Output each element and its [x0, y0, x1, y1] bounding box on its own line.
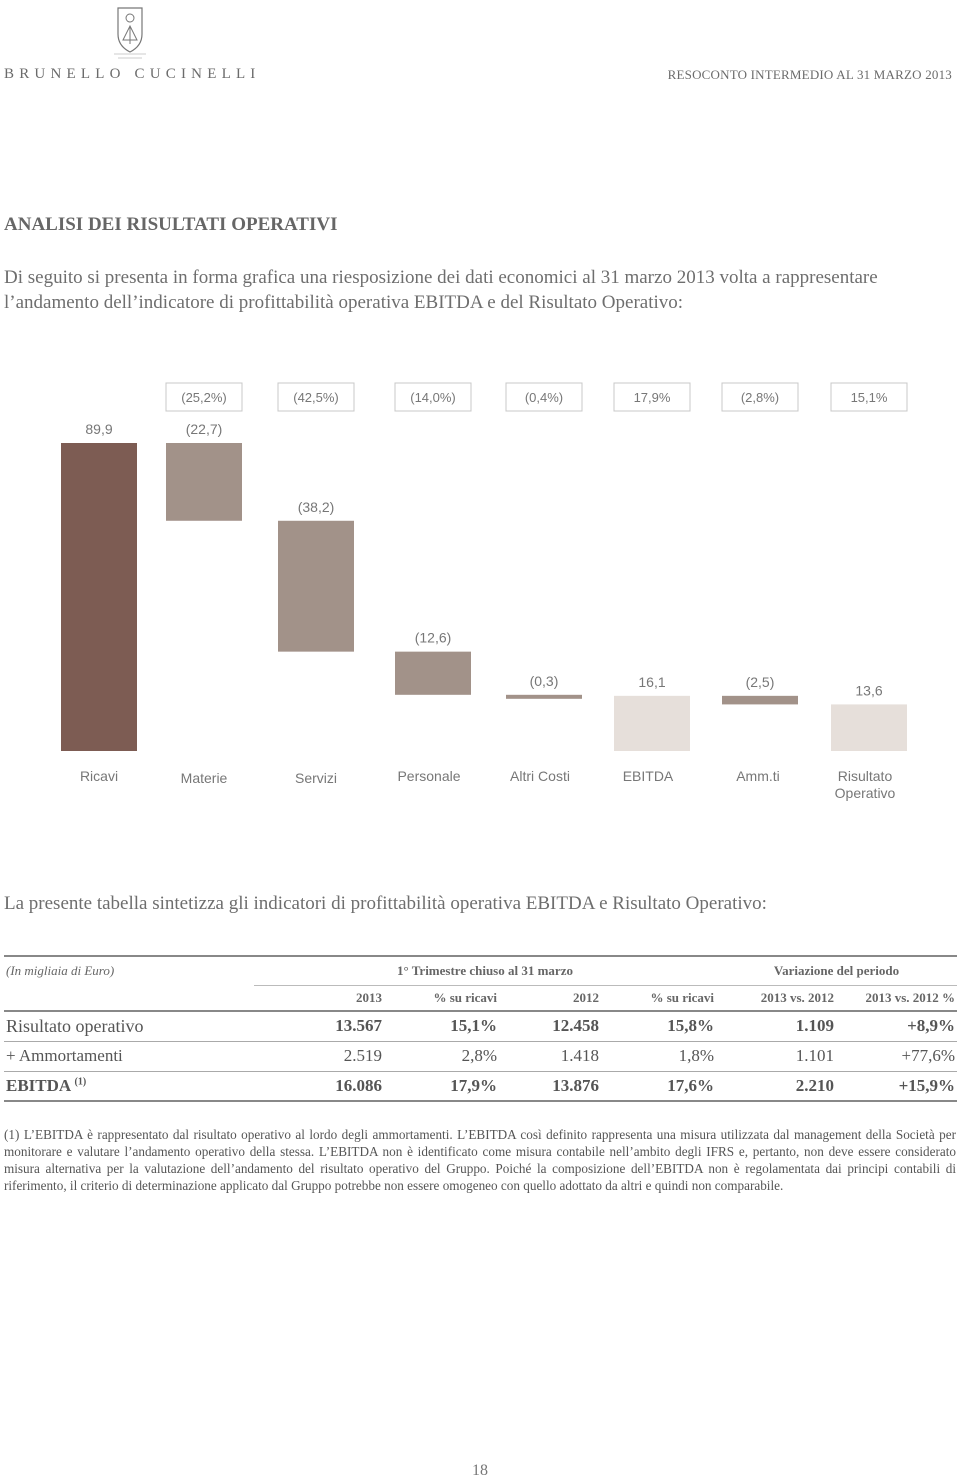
group-header-variation: Variazione del periodo [716, 956, 957, 985]
intro-paragraph: Di seguito si presenta in forma grafica una riesposizione dei dati economici al 31 marzo 2013 volta a rappresentare l’andamento dell’indicatore di profittabilità operativa EBITDA e del Risultato Operativo: [4, 267, 878, 313]
value-label: (2,5) [745, 673, 775, 690]
category-label: Amm.ti [736, 768, 780, 784]
cell: 17,6% [601, 1071, 716, 1101]
percent-label: (2,8%) [740, 390, 780, 405]
cell: +8,9% [836, 1011, 957, 1041]
cell: 1.109 [716, 1011, 836, 1041]
group-header-quarter: 1° Trimestre chiuso al 31 marzo [254, 956, 716, 985]
waterfall-chart [0, 370, 960, 820]
bar-materie [166, 443, 242, 521]
percent-label: (0,4%) [524, 390, 564, 405]
value-label: 89,9 [85, 421, 113, 437]
col-header-pct-2013: % su ricavi [384, 985, 499, 1011]
table-intro-paragraph: La presente tabella sintetizza gli indicatori di profittabilità operativa EBITDA e Risultato Operativo: [4, 893, 767, 914]
table-row [4, 1041, 957, 1071]
cell: 15,8% [601, 1011, 716, 1041]
page-number: 18 [472, 1462, 488, 1479]
category-label: Personale [397, 768, 461, 784]
bar-altri-costi [506, 695, 582, 699]
bar-ebitda [614, 696, 690, 751]
value-label: (38,2) [297, 498, 335, 515]
profitability-table [4, 955, 957, 1102]
category-label: Risultato [837, 768, 893, 784]
cell: +77,6% [836, 1041, 957, 1071]
brand-logo-icon [110, 4, 150, 60]
cell: 15,1% [384, 1011, 499, 1041]
cell: 1,8% [601, 1041, 716, 1071]
cell: 17,9% [384, 1071, 499, 1101]
col-header-pct-2012: % su ricavi [601, 985, 716, 1011]
footnote: (1) L’EBITDA è rappresentato dal risultato operativo al lordo degli ammortamenti. L’EBITDA così definito rappresenta una misura utilizzata dal management della Società per monitorare e valutare l’andamento operativo della stessa. L’EBITDA non è identificato come misura contabile nell’ambito degli IFRS e, pertanto, non deve essere considerato misura alternativa per la valutazione dell’andamento del risultato operativo del Gruppo. Poiché la composizione dell’EBITDA non è regolamentata dai principi contabili di riferimento, il criterio di determinazione applicato dal Gruppo potrebbe non essere omogeneo con quello adottato da altri e quindi non comparabile. [4, 1127, 956, 1193]
report-title: RESOCONTO INTERMEDIO AL 31 MARZO 2013 [667, 67, 952, 82]
value-label: (12,6) [414, 629, 452, 646]
col-header-2012: 2012 [499, 985, 601, 1011]
cell: 1.418 [499, 1041, 601, 1071]
cell: 12.458 [499, 1011, 601, 1041]
bar-risultato-operativo [831, 704, 907, 751]
category-label: Servizi [294, 770, 338, 786]
table-row [4, 1011, 957, 1041]
cell: +15,9% [836, 1071, 957, 1101]
cell: 13.567 [254, 1011, 384, 1041]
row-label: + Ammortamenti [4, 1041, 254, 1071]
percent-label: (14,0%) [410, 390, 456, 405]
percent-label: (42,5%) [293, 390, 339, 405]
cell: 16.086 [254, 1071, 384, 1101]
percent-label: (25,2%) [181, 390, 227, 405]
value-label: (22,7) [185, 421, 223, 437]
percent-label: 15,1% [850, 390, 888, 405]
col-header-variation-pct: 2013 vs. 2012 % [836, 985, 957, 1011]
footnote-ref: (1) [74, 1076, 87, 1088]
row-label: Risultato operativo [4, 1011, 254, 1041]
col-header-2013: 2013 [254, 985, 384, 1011]
section-title: ANALISI DEI RISULTATI OPERATIVI [4, 214, 338, 235]
value-label: (0,3) [529, 672, 559, 689]
category-label: Altri Costi [510, 768, 570, 784]
value-label: 16,1 [638, 673, 666, 690]
bar-amm-ti [722, 696, 798, 705]
category-label: Operativo [834, 785, 896, 801]
bar-personale [395, 652, 471, 695]
category-label: Ricavi [79, 768, 119, 784]
value-label: 13,6 [855, 682, 883, 699]
unit-label: (In migliaia di Euro) [4, 956, 254, 985]
cell: 2.519 [254, 1041, 384, 1071]
category-label: EBITDA [622, 768, 674, 784]
cell: 13.876 [499, 1071, 601, 1101]
cell: 2,8% [384, 1041, 499, 1071]
brand-name: BRUNELLO CUCINELLI [4, 66, 261, 82]
bar-ricavi [61, 443, 137, 751]
category-label: Materie [180, 770, 228, 786]
percent-label: 17,9% [633, 390, 671, 405]
cell: 1.101 [716, 1041, 836, 1071]
col-header-variation: 2013 vs. 2012 [716, 985, 836, 1011]
cell: 2.210 [716, 1071, 836, 1101]
row-label: EBITDA $^{(1)}$ [4, 1071, 254, 1101]
table-row [4, 1071, 957, 1101]
bar-servizi [278, 521, 354, 652]
